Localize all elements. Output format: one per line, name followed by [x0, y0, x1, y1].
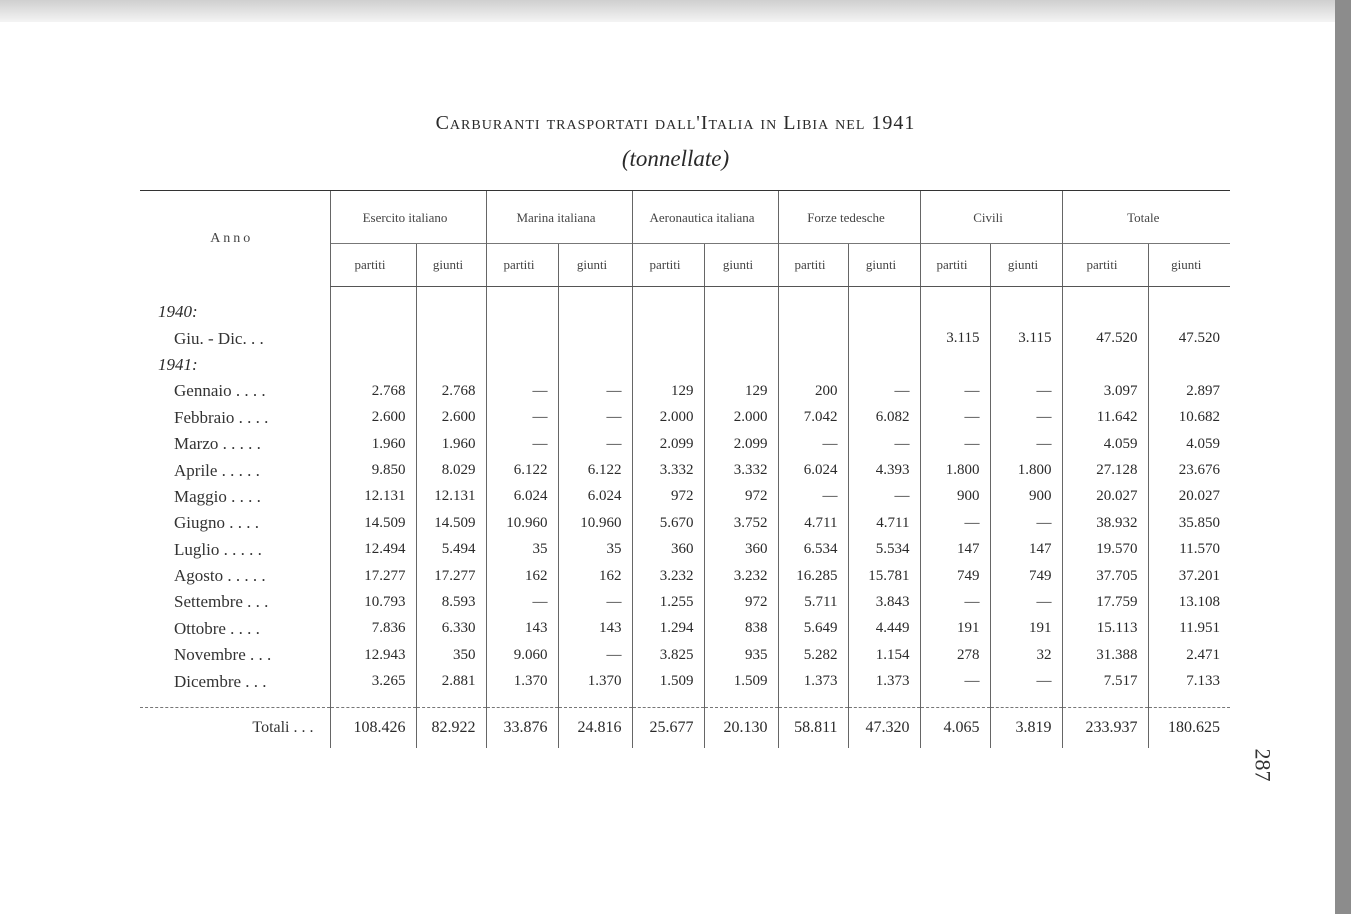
table-cell: 4.059 [1062, 431, 1148, 457]
table-cell: 23.676 [1148, 457, 1230, 483]
table-cell: — [486, 431, 558, 457]
table-cell: 1.294 [632, 616, 704, 642]
table-cell: — [920, 510, 990, 536]
table-cell: 1.509 [632, 668, 704, 694]
table-cell: 3.752 [704, 510, 778, 536]
table-cell: 5.711 [778, 589, 848, 615]
subheader-giunti: giunti [848, 244, 920, 287]
table-cell: 32 [990, 642, 1062, 668]
subheader-giunti: giunti [416, 244, 486, 287]
table-cell [848, 325, 920, 351]
table-cell: 162 [558, 563, 632, 589]
table-cell: 350 [416, 642, 486, 668]
table-cell: 147 [920, 537, 990, 563]
table-cell: 10.682 [1148, 405, 1230, 431]
table-cell: 4.711 [848, 510, 920, 536]
header-marina: Marina italiana [486, 191, 632, 244]
scan-top-shadow [0, 0, 1351, 22]
table-cell: 972 [632, 484, 704, 510]
table-cell: 58.811 [778, 707, 848, 748]
header-civili: Civili [920, 191, 1062, 244]
header-esercito: Esercito italiano [330, 191, 486, 244]
table-cell: 3.115 [990, 325, 1062, 351]
table-cell: 3.332 [704, 457, 778, 483]
header-aeronautica: Aeronautica italiana [632, 191, 778, 244]
table-cell: 3.115 [920, 325, 990, 351]
table-cell: 200 [778, 378, 848, 404]
table-cell: 2.897 [1148, 378, 1230, 404]
table-cell: 37.201 [1148, 563, 1230, 589]
table-cell: 143 [558, 616, 632, 642]
table-cell: 1.373 [848, 668, 920, 694]
table-cell: 233.937 [1062, 707, 1148, 748]
table-cell: 3.819 [990, 707, 1062, 748]
table-cell: 6.082 [848, 405, 920, 431]
year-label: 1940: [158, 302, 198, 322]
table-cell: — [778, 431, 848, 457]
table-cell: — [558, 642, 632, 668]
row-label: Luglio . . . . . [174, 539, 262, 559]
table-cell: — [558, 405, 632, 431]
table-cell: 8.029 [416, 457, 486, 483]
table-cell: 9.850 [330, 457, 416, 483]
table-cell: — [990, 589, 1062, 615]
table-row [140, 616, 1230, 642]
table-row [140, 589, 1230, 615]
table-row [140, 484, 1230, 510]
table-cell: — [558, 589, 632, 615]
table-cell [704, 325, 778, 351]
table-cell: 6.122 [486, 457, 558, 483]
table-cell: 1.800 [990, 457, 1062, 483]
table-cell: 5.494 [416, 537, 486, 563]
subheader-partiti: partiti [330, 244, 416, 287]
table-cell: 19.570 [1062, 537, 1148, 563]
row-label: Giugno . . . . [174, 513, 259, 533]
table-cell: 1.509 [704, 668, 778, 694]
table-cell: — [990, 668, 1062, 694]
row-label: Totali . . . [140, 707, 330, 748]
table-cell: — [558, 431, 632, 457]
table-cell: — [920, 431, 990, 457]
table-row [140, 563, 1230, 589]
table-cell: 11.951 [1148, 616, 1230, 642]
table-cell: 749 [990, 563, 1062, 589]
table-cell: 278 [920, 642, 990, 668]
table-row [140, 642, 1230, 668]
table-cell: 5.282 [778, 642, 848, 668]
table-cell: 1.370 [558, 668, 632, 694]
table-cell: 33.876 [486, 707, 558, 748]
table-cell: 16.285 [778, 563, 848, 589]
subheader-partiti: partiti [778, 244, 848, 287]
table-cell: 10.793 [330, 589, 416, 615]
table-cell: 3.825 [632, 642, 704, 668]
table-cell: 1.255 [632, 589, 704, 615]
table-cell: 2.600 [416, 405, 486, 431]
table-cell: 13.108 [1148, 589, 1230, 615]
table-cell: — [920, 589, 990, 615]
table-cell: 5.534 [848, 537, 920, 563]
table-cell: 2.881 [416, 668, 486, 694]
table-cell: 2.768 [330, 378, 416, 404]
table-cell: 7.042 [778, 405, 848, 431]
table-cell: — [486, 589, 558, 615]
year-row-1940 [140, 299, 1230, 325]
table-cell: 2.600 [330, 405, 416, 431]
table-cell [330, 325, 416, 351]
header-anno: Anno [140, 191, 330, 287]
table-cell: 838 [704, 616, 778, 642]
table-row [140, 378, 1230, 404]
table-cell: 47.320 [848, 707, 920, 748]
table-cell: 129 [704, 378, 778, 404]
table-cell: 7.133 [1148, 668, 1230, 694]
row-label: Gennaio . . . . [174, 381, 266, 401]
spacer-row [140, 695, 1230, 708]
table-cell: 8.593 [416, 589, 486, 615]
table-cell: 4.065 [920, 707, 990, 748]
table-cell: 6.024 [778, 457, 848, 483]
table-cell: 27.128 [1062, 457, 1148, 483]
header-totale: Totale [1062, 191, 1230, 244]
table-cell: 4.449 [848, 616, 920, 642]
table-cell: 35 [558, 537, 632, 563]
table-row [140, 431, 1230, 457]
table-cell: 20.027 [1148, 484, 1230, 510]
table-cell [632, 325, 704, 351]
table-cell: 11.642 [1062, 405, 1148, 431]
table-cell: — [990, 405, 1062, 431]
table-cell: 749 [920, 563, 990, 589]
table-cell: 20.130 [704, 707, 778, 748]
row-label: Aprile . . . . . [174, 460, 260, 480]
table-cell: 129 [632, 378, 704, 404]
table-row [140, 510, 1230, 536]
table-cell: 31.388 [1062, 642, 1148, 668]
table-cell: — [920, 378, 990, 404]
table-cell: 3.232 [704, 563, 778, 589]
year-row-1941 [140, 352, 1230, 378]
table-cell: 3.097 [1062, 378, 1148, 404]
table-cell: 5.649 [778, 616, 848, 642]
table-cell: 360 [704, 537, 778, 563]
table-cell: 24.816 [558, 707, 632, 748]
row-label: Dicembre . . . [174, 671, 267, 691]
table-cell: 191 [920, 616, 990, 642]
table-cell: — [990, 431, 1062, 457]
table-cell: 972 [704, 484, 778, 510]
table-cell: 2.000 [632, 405, 704, 431]
subheader-giunti: giunti [1148, 244, 1230, 287]
table-cell: — [990, 510, 1062, 536]
table-cell: 3.332 [632, 457, 704, 483]
table-cell: 900 [920, 484, 990, 510]
table-cell: 6.330 [416, 616, 486, 642]
table-row [140, 325, 1230, 351]
table-cell: 935 [704, 642, 778, 668]
table-cell: — [778, 484, 848, 510]
table-cell: — [920, 668, 990, 694]
table-cell: 82.922 [416, 707, 486, 748]
table-cell: 10.960 [486, 510, 558, 536]
subheader-partiti: partiti [486, 244, 558, 287]
table-cell: 7.836 [330, 616, 416, 642]
table-cell: 38.932 [1062, 510, 1148, 536]
table-cell: 180.625 [1148, 707, 1230, 748]
row-label: Settembre . . . [174, 592, 269, 612]
table-cell: 360 [632, 537, 704, 563]
table-cell: 17.277 [416, 563, 486, 589]
table-cell: 4.059 [1148, 431, 1230, 457]
table-row [140, 405, 1230, 431]
table-row [140, 668, 1230, 694]
row-label: Agosto . . . . . [174, 566, 266, 586]
scan-right-edge [1335, 0, 1351, 914]
row-label: Novembre . . . [174, 645, 272, 665]
table-cell: 10.960 [558, 510, 632, 536]
table-cell: 4.393 [848, 457, 920, 483]
document-title: Carburanti trasportati dall'Italia in Libia nel 1941 [435, 112, 916, 134]
totals-row [140, 707, 1230, 748]
table-cell: 972 [704, 589, 778, 615]
table-cell: — [486, 405, 558, 431]
row-label: Febbraio . . . . [174, 407, 269, 427]
table-cell: — [848, 484, 920, 510]
table-cell: 14.509 [416, 510, 486, 536]
table-cell: 2.768 [416, 378, 486, 404]
table-cell: — [486, 378, 558, 404]
table-cell: 2.099 [632, 431, 704, 457]
subheader-giunti: giunti [704, 244, 778, 287]
table-cell: 9.060 [486, 642, 558, 668]
year-label: 1941: [158, 354, 198, 374]
row-label: Ottobre . . . . [174, 618, 260, 638]
table-cell: — [920, 405, 990, 431]
table-cell: 1.370 [486, 668, 558, 694]
spacer-row [140, 287, 1230, 300]
table-cell: 6.024 [486, 484, 558, 510]
table-cell: 11.570 [1148, 537, 1230, 563]
table-cell: 12.131 [330, 484, 416, 510]
table-cell [558, 325, 632, 351]
table-cell: 15.781 [848, 563, 920, 589]
fuel-transport-table [140, 190, 1230, 748]
table-cell: 1.800 [920, 457, 990, 483]
table-cell: 17.277 [330, 563, 416, 589]
table-cell: — [558, 378, 632, 404]
table-cell: 12.131 [416, 484, 486, 510]
table-cell: 47.520 [1062, 325, 1148, 351]
table-cell: 20.027 [1062, 484, 1148, 510]
table-cell: 2.471 [1148, 642, 1230, 668]
table-cell: 147 [990, 537, 1062, 563]
table-cell: — [848, 431, 920, 457]
table-row [140, 537, 1230, 563]
table-cell: 12.494 [330, 537, 416, 563]
table-cell: 1.960 [330, 431, 416, 457]
table-cell: 2.099 [704, 431, 778, 457]
table-cell: 3.265 [330, 668, 416, 694]
table-cell: 143 [486, 616, 558, 642]
table-cell: 3.843 [848, 589, 920, 615]
subheader-giunti: giunti [558, 244, 632, 287]
table-cell: 6.534 [778, 537, 848, 563]
table-cell: 35 [486, 537, 558, 563]
row-label: Marzo . . . . . [174, 434, 261, 454]
table-row [140, 457, 1230, 483]
table-cell: 7.517 [1062, 668, 1148, 694]
table-cell: 35.850 [1148, 510, 1230, 536]
table-cell: 162 [486, 563, 558, 589]
table-cell: 17.759 [1062, 589, 1148, 615]
subheader-partiti: partiti [1062, 244, 1148, 287]
table-cell: 15.113 [1062, 616, 1148, 642]
table-cell [486, 325, 558, 351]
page-number: 287 [1250, 748, 1276, 782]
table-cell: 14.509 [330, 510, 416, 536]
row-label: Maggio . . . . [174, 486, 261, 506]
table-cell: 25.677 [632, 707, 704, 748]
table-cell: 5.670 [632, 510, 704, 536]
table-cell: 4.711 [778, 510, 848, 536]
subheader-giunti: giunti [990, 244, 1062, 287]
table-cell: 1.373 [778, 668, 848, 694]
table-cell [778, 325, 848, 351]
table-cell: 37.705 [1062, 563, 1148, 589]
table-cell: — [848, 378, 920, 404]
table-cell: 2.000 [704, 405, 778, 431]
table-cell: 1.154 [848, 642, 920, 668]
row-label: Giu. - Dic. . . [174, 328, 264, 348]
document-subtitle: (tonnellate) [621, 146, 730, 171]
table-cell: 108.426 [330, 707, 416, 748]
table-cell [416, 325, 486, 351]
table-cell: 12.943 [330, 642, 416, 668]
subheader-partiti: partiti [920, 244, 990, 287]
table-cell: — [990, 378, 1062, 404]
subheader-partiti: partiti [632, 244, 704, 287]
table-cell: 1.960 [416, 431, 486, 457]
table-cell: 6.024 [558, 484, 632, 510]
table-cell: 6.122 [558, 457, 632, 483]
table-cell: 191 [990, 616, 1062, 642]
header-forze-tedesche: Forze tedesche [778, 191, 920, 244]
table-cell: 900 [990, 484, 1062, 510]
table-cell: 3.232 [632, 563, 704, 589]
table-cell: 47.520 [1148, 325, 1230, 351]
